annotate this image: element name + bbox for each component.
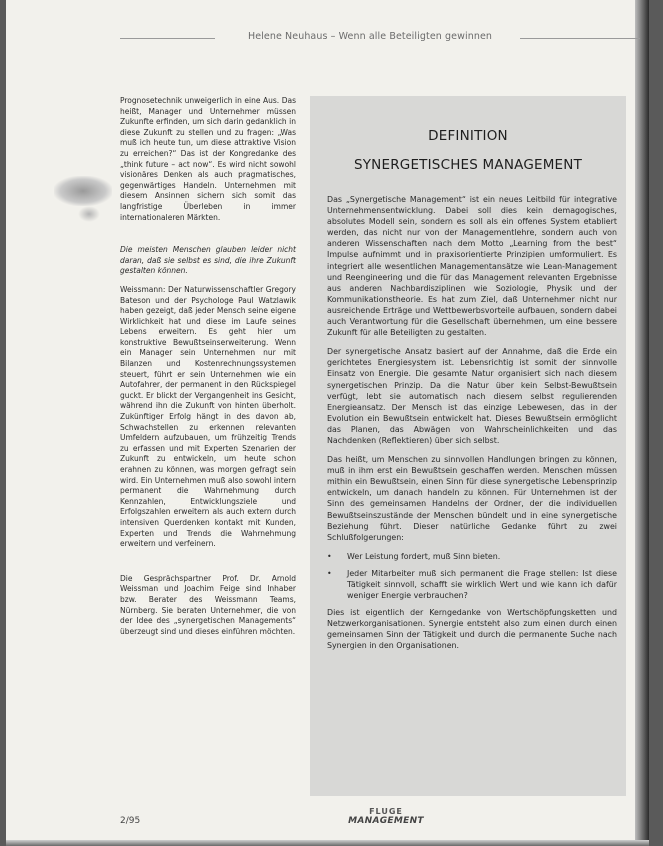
definition-paragraph-1: Das „Synergetische Management“ ist ein neues Leitbild für integrative Unternehmensentwicklung. Dabei soll dies kein demagogisches, absolutes Modell sein, sondern es soll als ein offenes System etabliert werden, das nicht nur von der Managementlehre, sondern auch von anderen Wissenschaften nach dem Motto „Learning from the best“ Impulse aufnimmt und in praxisorientierte Prinzipien umformuliert. Es integriert alle wesentlichen Managementansätze wie Lean-Management und Reengineering und die für das Management relevanten Ergebnisse aus anderen Nachbardisziplinen wie Soziologie, Physik und der Kommunikationstheorie. Es hat zum Ziel, daß Unternehmer nicht nur ausreichende Erträge und Wettbewerbsvorteile aufbauen, sondern dabei auch Verantwortung für die Gesellschaft übernehmen, um eine bessere Zukunft für alle Beteiligten zu gestalten. xyxy=(327,195,617,338)
scan-blot xyxy=(54,176,112,206)
page-number: 2/95 xyxy=(120,816,141,826)
definition-paragraph-2: Der synergetische Ansatz basiert auf der Annahme, daß die Erde ein gerichtetes Energiesystem ist. Lebensrichtig ist somit der sinnvolle Einsatz von Energie. Die gesamte Natur organisiert sich nach diesem synergetischen Prinzip. Da die Natur über kein Selbst-Bewußtsein verfügt, lebt sie automatisch nach diesem selbst regulierenden Energieansatz. Der Mensch ist das einzige Lebewesen, das in der Evolution ein Bewußtsein entwickelt hat. Dieses Bewußtsein ermöglicht das Planen, das Abwägen von Wahrscheinlichkeiten und das Nachdenken (Reflektieren) über sich selbst. xyxy=(327,347,617,445)
logo-line-2: MANAGEMENT xyxy=(348,816,424,826)
running-head-rule-left xyxy=(120,38,215,39)
running-head-rule-right xyxy=(520,38,640,39)
box-title: DEFINITION xyxy=(428,128,508,144)
running-head: Helene Neuhaus – Wenn alle Beteiligten gewinnen xyxy=(247,31,493,42)
definition-bullet-2 xyxy=(327,568,617,601)
definition-body xyxy=(327,194,617,660)
bullet-marker: • xyxy=(327,551,332,561)
bullet-text: Jeder Mitarbeiter muß sich permanent die Frage stellen: Ist diese Tätigkeit sinnvoll, schafft sie wirklich Wert und wie kann ich dafür weniger Energie verbrauchen? xyxy=(347,568,617,601)
left-author-note: Die Gesprächspartner Prof. Dr. Arnold Weissman und Joachim Feige sind Inhaber bzw. Berater des Weissmann Teams, Nürnberg. Sie beraten Unternehmer, die von der Idee des „synergetischen Managements“ überzeugt sind und dieses einführen möchten. xyxy=(120,573,296,636)
page-edge-shadow xyxy=(635,0,649,846)
scan-blot-small xyxy=(78,206,100,222)
left-paragraph-2: Weissmann: Der Naturwissenschaftler Gregory Bateson und der Psychologe Paul Watzlawik haben gezeigt, daß jeder Mensch seine eigene Wirklichkeit hat und diese im Laufe seines Lebens erweitern. Es geht hier um konstruktive Bewußtseinserweiterung. Wenn ein Manager sein Unternehmen nur mit Bilanzen und Kostenrechnungssystemen steuert, führt er sein Unternehmen wie ein Autofahrer, der permanent in den Rückspiegel guckt. Er blickt der Vergangenheit ins Gesicht, während ihn die Zukunft von hinten überholt. Zukünftiger Erfolg hängt in des davon ab, Schwachstellen zu erkennen relevanten Umfeldern aufzubauen, um frühzeitig Trends zu erfassen und mit Experten Szenarien der Zukunft zu entwickeln, um heute schon erahnen zu können, was morgen gefragt sein wird. Ein Unternehmen muß also sowohl intern permanent die Wahrnehmung durch Kennzahlen, Entwicklungsziele und Erfolgszahlen erweitern als auch extern durch intensiven Querdenken kontakt mit Kunden, Experten und Trends die Wahrnehmung erweitern und verfeinern. xyxy=(120,284,296,549)
left-pull-quote: Die meisten Menschen glauben leider nicht daran, daß sie selbst es sind, die ihre Zukunft gestalten können. xyxy=(120,245,296,276)
logo-line-1: FLUGE xyxy=(369,807,403,816)
definition-bullet-1 xyxy=(327,551,617,562)
bullet-marker: • xyxy=(327,568,332,578)
definition-paragraph-3: Das heißt, um Menschen zu sinnvollen Handlungen bringen zu können, muß in ihm erst ein Bewußtsein geschaffen werden. Menschen müssen mithin ein Bewußtsein, einen Sinn für diese synergetische Lebensprinzip entwickeln, um danach handeln zu können. Für Unternehmen ist der Sinn des gemeinsamen Handelns der Ordner, der die individuellen Bewußtseinszustände der Menschen bündelt und in eine synergetische Beziehung führt. Dieser natürliche Gedanke führt zu zwei Schlußfolgerungen: xyxy=(327,455,617,542)
left-paragraph-1: Prognosetechnik unweigerlich in eine Aus. Das heißt, Manager und Unternehmer müssen Zukunfte erfinden, um sich darin gedanklich in diese Zukunft zu stellen und zu fragen: „Was muß ich heute tun, um diese attraktive Vision zu erreichen?“ Das ist der Kongredanke des „think future – act now“. Es wird nicht sowohl visionäres Denken als auch pragmatisches, gegenwärtiges Handeln. Unternehmen mit diesem Ansinnen sichern sich somit das langfristige Überleben in immer internationaleren Märkten. xyxy=(120,96,296,222)
definition-paragraph-4: Dies ist eigentlich der Kerngedanke von Wertschöpfungsketten und Netzwerkorganisationen. Synergie entsteht also zum einen durch einen gemeinsamen Sinn der Tätigkeit und durch die permanente Suche nach Synergien in den Organisationen. xyxy=(327,608,617,651)
left-column xyxy=(120,96,296,637)
bullet-text: Wer Leistung fordert, muß Sinn bieten. xyxy=(347,551,501,561)
box-subtitle: SYNERGETISCHES MANAGEMENT xyxy=(353,157,583,173)
page-bottom-shadow xyxy=(6,840,649,846)
magazine-logo xyxy=(346,808,426,826)
